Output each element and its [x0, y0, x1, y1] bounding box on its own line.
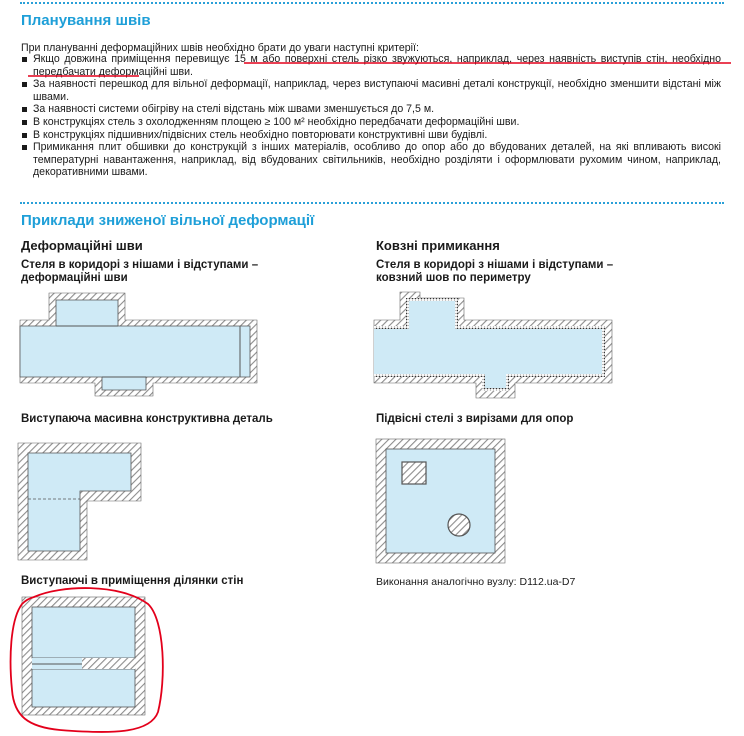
- list-item: За наявності перешкод для вільної деформації, наприклад, через виступаючі масивні деталі конструкції, необхідно зменшити відстані між швами.: [21, 78, 721, 103]
- diagram-wall-projections: [22, 597, 145, 715]
- diagram-column-cutouts: [376, 439, 505, 563]
- list-item: В конструкціях підшивних/підвісних стель необхідно повторювати конструктивні шви будівлі.: [21, 129, 721, 142]
- caption-corridor-perimeter: Стеля в коридорі з нішами і відступами – ковзний шов по периметру: [376, 259, 614, 284]
- section-title-examples: Приклади зниженої вільної деформації: [21, 212, 315, 229]
- caption-massive-detail: Виступаюча масивна конструктивна деталь: [21, 413, 273, 425]
- heading-expansion-joints: Деформаційні шви: [21, 238, 143, 253]
- caption-column-cutouts: Підвісні стелі з вирізами для опор: [376, 413, 574, 425]
- list-item: Примикання плит обшивки до конструкцій з інших матеріалів, особливо до опор або до вбудованих деталей, на які впливають високі температурні навантаження, наприклад, від вбудованих світильників, необхідно розділяти і оформлювати рухомим чином, наприклад, декоративними швами.: [21, 141, 721, 179]
- caption-corridor-joints: Стеля в коридорі з нішами і відступами – деформаційні шви: [21, 259, 259, 284]
- diagram-corridor-joints: [20, 293, 257, 396]
- intro-text: При плануванні деформаційних швів необхідно брати до уваги наступні критерії:: [21, 42, 419, 54]
- list-item: В конструкціях стель з охолодженням площею ≥ 100 м² необхідно передбачати деформаційні шви.: [21, 116, 721, 129]
- diagram-massive-detail: [18, 443, 141, 560]
- diagram-corridor-perimeter: [374, 292, 612, 398]
- caption-wall-projections: Виступаючі в приміщення ділянки стін: [21, 575, 244, 587]
- reference-note: Виконання аналогічно вузлу: D112.ua-D7: [376, 576, 576, 588]
- heading-sliding-connections: Ковзні примикання: [376, 238, 500, 253]
- section-title-joint-planning: Планування швів: [21, 12, 151, 29]
- list-item: За наявності системи обігріву на стелі відстань між швами зменшується до 7,5 м.: [21, 103, 721, 116]
- list-item: Якщо довжина приміщення перевищує 15 м або поверхні стель різко звужуються, наприклад, через наявність виступів стін, необхідно передбачати деформаційні шви.: [21, 53, 721, 78]
